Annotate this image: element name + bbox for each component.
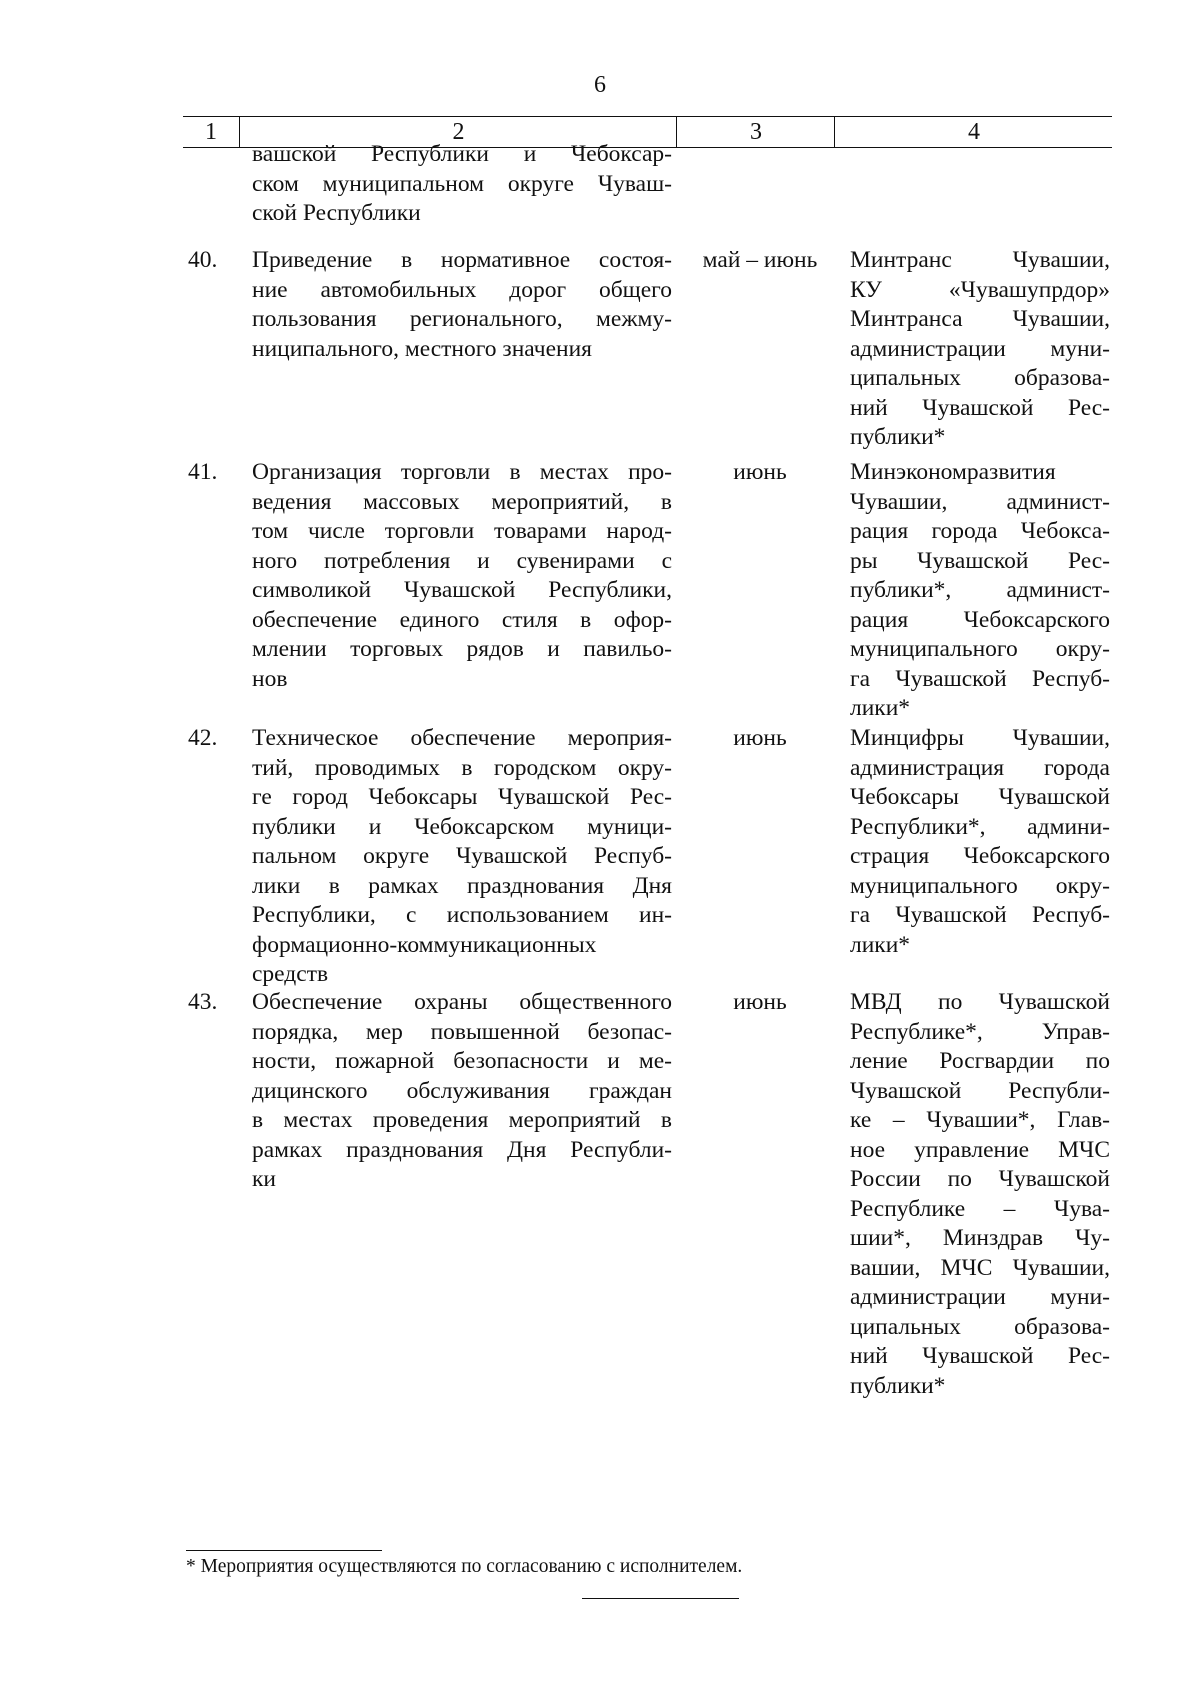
header-col-1: 1 bbox=[205, 119, 217, 145]
row-description bbox=[252, 988, 672, 1195]
text-line: ципальных образова- bbox=[850, 365, 1110, 391]
text-line: публики*, админист- bbox=[850, 577, 1110, 603]
text-line: Республики, с использованием ин- bbox=[252, 902, 672, 928]
row-description bbox=[252, 246, 672, 364]
text-line: ние автомобильных дорог общего bbox=[252, 276, 672, 303]
text-line: вашии, МЧС Чувашии, bbox=[850, 1254, 1110, 1281]
text-line: средств bbox=[252, 961, 329, 987]
text-line: ний Чувашской Рес- bbox=[850, 1343, 1110, 1369]
text-line: Минтранса Чувашии, bbox=[850, 306, 1110, 332]
text-line: муниципального окру- bbox=[850, 872, 1110, 899]
text-line: Республики*, админи- bbox=[850, 813, 1110, 840]
text-line: лики в рамках празднования Дня bbox=[252, 872, 672, 899]
text-line: нов bbox=[252, 665, 288, 692]
footnote: * Мероприятия осуществляются по согласованию с исполнителем. bbox=[186, 1556, 743, 1577]
text-line: ки bbox=[252, 1166, 276, 1192]
row-period: июнь bbox=[733, 725, 787, 751]
text-line: ге город Чебоксары Чувашской Рес- bbox=[252, 784, 672, 810]
text-line: ципальных образова- bbox=[850, 1313, 1110, 1340]
text-line: тий, проводимых в городском окру- bbox=[252, 754, 672, 781]
page-number: 6 bbox=[594, 72, 606, 98]
text-line: публики* bbox=[850, 424, 946, 450]
end-of-document-line bbox=[582, 1598, 739, 1599]
text-line: публики* bbox=[850, 1372, 946, 1399]
row-executors bbox=[850, 458, 1110, 724]
text-line: администрации муни- bbox=[850, 335, 1110, 362]
header-col-4: 4 bbox=[834, 117, 1113, 147]
text-line: млении торговых рядов и павильо- bbox=[252, 636, 672, 662]
text-line: МВД по Чувашской bbox=[850, 989, 1110, 1015]
header-col-3: 3 bbox=[676, 117, 835, 147]
text-line: ры Чувашской Рес- bbox=[850, 547, 1110, 574]
text-line: ском муниципальном округе Чуваш- bbox=[252, 170, 672, 197]
text-line: ного потребления и сувенирами с bbox=[252, 547, 672, 574]
text-line: публики и Чебоксарском муници- bbox=[252, 813, 672, 840]
text-line: Организация торговли в местах про- bbox=[252, 459, 672, 485]
text-line: в местах проведения мероприятий в bbox=[252, 1107, 672, 1133]
text-line: Минтранс Чувашии, bbox=[850, 247, 1110, 273]
text-line: администрации муни- bbox=[850, 1284, 1110, 1310]
text-line: Техническое обеспечение мероприя- bbox=[252, 725, 672, 751]
text-line: Чебоксары Чувашской bbox=[850, 784, 1110, 810]
row-number: 43. bbox=[188, 989, 218, 1015]
row-period: июнь bbox=[733, 989, 787, 1015]
text-line: ное управление МЧС bbox=[850, 1136, 1110, 1163]
text-line: шии*, Минздрав Чу- bbox=[850, 1225, 1110, 1251]
row-description bbox=[252, 458, 672, 694]
row-number: 41. bbox=[188, 459, 218, 485]
text-line: Минцифры Чувашии, bbox=[850, 725, 1110, 751]
text-line: Приведение в нормативное состоя- bbox=[252, 247, 672, 273]
text-line: дицинского обслуживания граждан bbox=[252, 1077, 672, 1104]
text-line: КУ «Чувашупрдор» bbox=[850, 276, 1110, 303]
text-line: га Чувашской Респуб- bbox=[850, 665, 1110, 692]
text-line: ской Республики bbox=[252, 200, 421, 226]
text-line: России по Чувашской bbox=[850, 1166, 1110, 1192]
text-line: ке – Чувашии*, Глав- bbox=[850, 1107, 1110, 1133]
text-line: страция Чебоксарского bbox=[850, 843, 1110, 869]
text-line: лики* bbox=[850, 931, 911, 958]
row-number: 42. bbox=[188, 725, 218, 751]
footnote-divider bbox=[186, 1550, 382, 1551]
text-line: символикой Чувашской Республики, bbox=[252, 577, 672, 603]
text-line: рация Чебоксарского bbox=[850, 606, 1110, 633]
text-line: вашской Республики и Чебоксар- bbox=[252, 141, 672, 167]
text-line: рация города Чебокса- bbox=[850, 518, 1110, 544]
text-line: лики* bbox=[850, 695, 911, 721]
row-description bbox=[252, 724, 672, 990]
text-line: Республике – Чува- bbox=[850, 1195, 1110, 1222]
text-line: пальном округе Чувашской Респуб- bbox=[252, 843, 672, 869]
row-period: июнь bbox=[733, 459, 787, 485]
row-executors bbox=[850, 988, 1110, 1401]
row-number: 40. bbox=[188, 247, 218, 273]
text-line: формационно-коммуникационных bbox=[252, 931, 597, 958]
row-executors bbox=[850, 246, 1110, 453]
text-line: муниципального окру- bbox=[850, 636, 1110, 662]
row-period: май – июнь bbox=[702, 247, 818, 273]
text-line: обеспечение единого стиля в офор- bbox=[252, 606, 672, 633]
text-line: га Чувашской Респуб- bbox=[850, 902, 1110, 928]
text-line: ведения массовых мероприятий, в bbox=[252, 488, 672, 515]
text-line: Минэкономразвития bbox=[850, 459, 1056, 485]
text-line: рамках празднования Дня Республи- bbox=[252, 1136, 672, 1163]
text-line: том числе торговли товарами народ- bbox=[252, 518, 672, 544]
header-col-2: 2 bbox=[239, 117, 677, 147]
text-line: Республике*, Управ- bbox=[850, 1018, 1110, 1045]
text-line: Чувашии, админист- bbox=[850, 488, 1110, 515]
text-line: ление Росгвардии по bbox=[850, 1048, 1110, 1074]
text-line: Чувашской Республи- bbox=[850, 1077, 1110, 1104]
text-line: Обеспечение охраны общественного bbox=[252, 989, 672, 1015]
text-line: ности, пожарной безопасности и ме- bbox=[252, 1048, 672, 1074]
text-line: ний Чувашской Рес- bbox=[850, 394, 1110, 421]
continuation-description bbox=[252, 140, 672, 229]
text-line: администрация города bbox=[850, 754, 1110, 781]
text-line: порядка, мер повышенной безопас- bbox=[252, 1018, 672, 1045]
row-executors bbox=[850, 724, 1110, 960]
text-line: пользования регионального, межму- bbox=[252, 306, 672, 332]
text-line: ниципального, местного значения bbox=[252, 335, 592, 362]
